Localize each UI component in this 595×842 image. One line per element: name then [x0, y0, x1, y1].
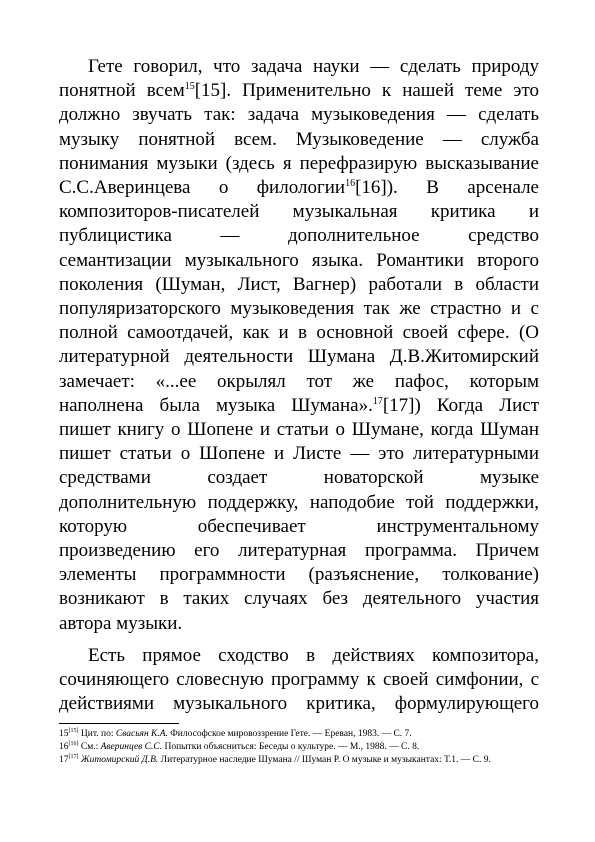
text-line — [59, 297, 539, 321]
text-run: Есть прямое сходство в действиях композитора, — [88, 644, 539, 666]
text-run: сочиняющего словесную программу к своей симфонии, с — [59, 669, 539, 691]
text-run: [16]). В арсенале — [355, 177, 539, 199]
footnote — [59, 741, 539, 754]
text-line — [59, 418, 539, 442]
text-run: С.С.Аверинцева о филологии — [59, 177, 346, 199]
text-line — [59, 152, 539, 176]
footnote-text: Философское мировоззрение Гете. — Ереван, 1983. — С. 7. — [167, 729, 412, 739]
footnote-author: Аверинцев С.С. — [100, 742, 163, 752]
text-run: произведению его литературная программа. Причем — [59, 540, 539, 562]
text-line — [59, 491, 539, 515]
text-run: поколения (Шуман, Лист, Вагнер) работали в области — [59, 273, 539, 295]
text-line — [59, 128, 539, 152]
footnote-author: Свасьян К.А. — [115, 729, 168, 739]
text-run: литературной деятельности Шумана Д.В.Житомирский — [59, 346, 539, 368]
text-line — [59, 55, 539, 79]
text-run: действиями музыкального критика, формулирующего — [59, 693, 539, 715]
footnote-number: 15[15] — [59, 728, 79, 739]
footnote-prefix: Цит. по: — [80, 729, 116, 739]
footnotes — [59, 728, 539, 767]
text-run: полной самоотдачей, как и в основной своей сфере. (О — [59, 322, 539, 344]
text-line — [59, 394, 539, 418]
text-run: понимания музыки (здесь я перефразирую высказывание — [59, 152, 539, 174]
text-line — [59, 612, 539, 636]
footnote-prefix: См.: — [80, 742, 101, 752]
text-run: пишет статьи о Шопене и Листе — это литературными — [59, 443, 539, 465]
text-line — [59, 466, 539, 490]
text-line — [59, 273, 539, 297]
footnote-number: 17[17] — [59, 754, 79, 765]
text-run: понятной всем — [59, 80, 185, 102]
text-line — [59, 321, 539, 345]
footnote — [59, 728, 539, 741]
text-run: возникают в таких случаях без деятельного участия — [59, 588, 539, 610]
text-line — [59, 200, 539, 224]
text-line — [59, 224, 539, 248]
text-line — [59, 345, 539, 369]
footnote-separator — [59, 723, 179, 724]
text-run: элементы программности (разъяснение, толкование) — [59, 564, 539, 586]
text-run: пишет книгу о Шопене и статьи о Шумане, когда Шуман — [59, 419, 539, 441]
text-line — [59, 539, 539, 563]
text-run: музыку понятной всем. Музыковедение — служба — [59, 128, 539, 150]
footnote-text: Литературное наследие Шумана // Шуман Р. О музыке и музыкантах: Т.1. — С. 9. — [158, 755, 491, 765]
text-run: автора музыки. — [59, 612, 183, 634]
text-run: наполнена была музыка Шумана». — [59, 394, 373, 416]
text-line — [59, 103, 539, 127]
text-line — [59, 249, 539, 273]
text-run: Гете говорил, что задача науки — сделать природу — [88, 56, 539, 77]
text-run: которую обеспечивает инструментальному — [59, 515, 539, 537]
footnote-reference: 16 — [345, 178, 356, 190]
text-run: [17]) Когда Лист — [382, 394, 539, 416]
body-text — [59, 55, 539, 716]
text-run: популяризаторского музыковедения так же страстно и с — [59, 298, 539, 320]
text-line — [59, 442, 539, 466]
text-line — [59, 692, 539, 716]
text-run: должно звучать так: задача музыковедения — сделать — [59, 104, 539, 126]
text-run: композиторов-писателей музыкальная критика и — [59, 201, 539, 223]
footnote-reference: 15 — [184, 81, 195, 93]
text-line — [59, 176, 539, 200]
footnote-number: 16[16] — [59, 741, 79, 752]
text-run: семантизации музыкального языка. Романтики второго — [59, 249, 539, 271]
text-run: дополнительную поддержку, наподобие той поддержки, — [59, 491, 539, 513]
paragraph — [59, 644, 539, 717]
footnote-text: Попытки объясниться: Беседы о культуре. — М., 1988. — С. 8. — [162, 742, 420, 752]
footnote-author: Житомирский Д.В. — [80, 755, 159, 765]
footnote — [59, 754, 539, 767]
text-line — [59, 644, 539, 668]
text-run: публицистика — дополнительное средство — [59, 225, 539, 247]
text-line — [59, 370, 539, 394]
text-line — [59, 79, 539, 103]
text-line — [59, 563, 539, 587]
text-run: средствами создает новаторской музыке — [59, 467, 539, 489]
footnote-reference: 17 — [372, 395, 383, 407]
text-line — [59, 515, 539, 539]
text-line — [59, 668, 539, 692]
text-line — [59, 587, 539, 611]
paragraph — [59, 55, 539, 636]
text-run: [15]. Применительно к нашей теме это — [194, 80, 539, 102]
text-run: замечает: «...ее окрылял тот же пафос, которым — [59, 370, 539, 392]
